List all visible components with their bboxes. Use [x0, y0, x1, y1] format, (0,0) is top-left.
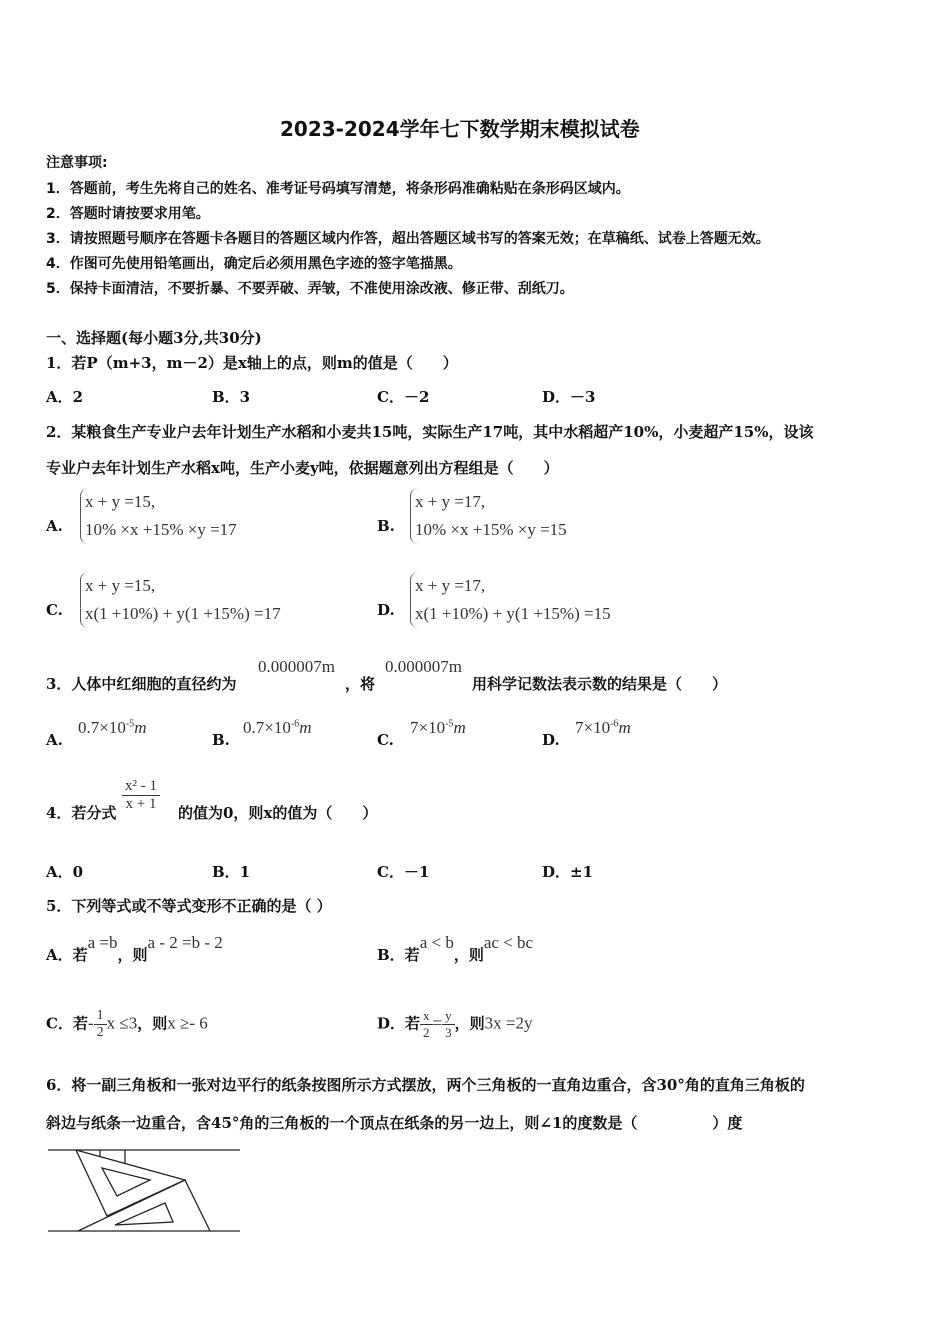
fraction — [420, 1008, 433, 1041]
q2-option-c-label: C. — [46, 601, 63, 619]
result: x ≥- 6 — [167, 1013, 208, 1033]
q6-stem: 斜边与纸条一边重合，含45°角的三角板的一个顶点在纸条的另一边上，则∠1的度数是（ ）度 — [46, 1114, 743, 1132]
q3-value: 0.000007m — [385, 657, 462, 676]
q3-option-b-label: B. — [212, 731, 230, 749]
exponent: -6 — [290, 718, 300, 730]
base: 0.7×10 — [78, 718, 126, 737]
label: A．若 — [46, 946, 88, 964]
q1-option-a: A．2 — [46, 388, 84, 406]
equation: x(1 +10%) + y(1 +15%) =17 — [85, 604, 281, 623]
triangle-45-inner — [115, 1203, 173, 1225]
q2-option-b-label: B. — [377, 517, 395, 535]
unit: m — [299, 718, 312, 737]
section-heading: 一、选择题(每小题3分,共30分) — [46, 329, 262, 347]
q3-option-a — [78, 718, 146, 738]
q1-option-d: D．－3 — [542, 388, 596, 406]
unit: m — [453, 718, 466, 737]
condition: a =b — [87, 933, 118, 952]
equation: x + y =17, — [415, 576, 486, 595]
fraction — [442, 1008, 455, 1041]
exponent: -6 — [610, 718, 619, 730]
equals: = — [432, 1013, 443, 1033]
q3-option-a-label: A. — [46, 731, 63, 749]
numerator: x — [420, 1008, 433, 1025]
q4-option-d: D．±1 — [542, 863, 594, 881]
base: 7×10 — [410, 718, 446, 737]
q6-stem: 6．将一副三角板和一张对边平行的纸条按图所示方式摆放，两个三角板的一直角边重合，含30°角的直角三角板的 — [46, 1076, 805, 1094]
q4-stem: 4．若分式 — [46, 804, 117, 822]
q3-stem: 用科学记数法表示数的结果是（ ） — [472, 675, 728, 693]
equation: x + y =15, — [85, 576, 156, 595]
then: ，则 — [137, 1014, 168, 1033]
q2-stem: 2．某粮食生产专业户去年计划生产水稻和小麦共15吨，实际生产17吨，其中水稻超产10%，小麦超产15%，设该 — [46, 423, 814, 441]
note-item: 3．请按照题号顺序在答题卡各题目的答题区域内作答，超出答题区域书写的答案无效；在草稿纸、试卷上答题无效。 — [46, 231, 770, 247]
result: ac < bc — [483, 933, 534, 952]
note-item: 5．保持卡面清洁，不要折暴、不要弄破、弄皱，不准使用涂改液、修正带、刮纸刀。 — [46, 281, 574, 297]
q2-option-a-label: A. — [46, 517, 63, 535]
base: 0.7×10 — [243, 718, 291, 737]
condition: a < b — [419, 933, 454, 952]
q3-stem: 3．人体中红细胞的直径约为 — [46, 675, 237, 693]
q5-option-c — [46, 1008, 208, 1041]
numerator: 1 — [94, 1008, 107, 1025]
equation: 10% ×x +15% ×y =17 — [85, 520, 237, 539]
q2-option-d-system — [410, 572, 611, 628]
unit: m — [134, 718, 147, 737]
q3-stem: ，将 — [345, 675, 376, 693]
label: D．若 — [377, 1014, 421, 1033]
q1-stem: 1．若P（m+3，m－2）是x轴上的点，则m的值是（ ） — [46, 354, 458, 372]
q2-option-b-system — [410, 488, 567, 544]
q3-option-c-label: C. — [377, 731, 394, 749]
page-title: 2023-2024学年七下数学期末模拟试卷 — [280, 117, 640, 141]
numerator: y — [442, 1008, 455, 1025]
notes-heading: 注意事项: — [46, 155, 108, 171]
q1-option-c: C．－2 — [377, 388, 430, 406]
equation: x(1 +10%) + y(1 +15%) =15 — [415, 604, 611, 623]
note-item: 1．答题前，考生先将自己的姓名、准考证号码填写清楚，将条形码准确粘贴在条形码区域内。 — [46, 181, 630, 197]
equation: x + y =15, — [85, 492, 156, 511]
base: 7×10 — [575, 718, 611, 737]
triangle-ruler-figure — [40, 1140, 250, 1240]
q5-option-b — [377, 933, 534, 965]
unit: m — [618, 718, 631, 737]
denominator: 2 — [96, 1025, 104, 1040]
q3-option-b — [243, 718, 311, 738]
q2-stem: 专业户去年计划生产水稻x吨，生产小麦y吨，依据题意列出方程组是（ ） — [46, 459, 559, 477]
fraction — [94, 1008, 107, 1041]
denominator: 3 — [445, 1025, 452, 1040]
denominator: 2 — [423, 1025, 430, 1040]
q2-option-c-system — [80, 572, 281, 628]
q4-option-a: A．0 — [46, 863, 84, 881]
q3-option-d — [575, 718, 631, 738]
q4-option-b: B．1 — [212, 863, 251, 881]
then: ，则 — [454, 1014, 485, 1033]
triangle-30-inner — [102, 1168, 150, 1196]
denominator: x + 1 — [125, 796, 157, 812]
condition: x ≤3 — [106, 1013, 138, 1033]
q5-option-a — [46, 933, 223, 965]
q3-option-c — [410, 718, 466, 738]
exponent: -5 — [125, 718, 135, 730]
equation: x + y =17, — [415, 492, 486, 511]
result: a - 2 =b - 2 — [147, 933, 223, 952]
q5-stem: 5．下列等式或不等式变形不正确的是（ ） — [46, 897, 332, 915]
q4-fraction — [122, 778, 160, 813]
q3-option-d-label: D. — [542, 731, 560, 749]
result: 3x =2y — [484, 1013, 533, 1033]
q2-option-d-label: D. — [377, 601, 395, 619]
label: B．若 — [377, 946, 420, 964]
numerator: x² - 1 — [122, 778, 160, 796]
q1-option-b: B．3 — [212, 388, 251, 406]
note-item: 4．作图可先使用铅笔画出，确定后必须用黑色字迹的签字笔描黑。 — [46, 256, 462, 272]
note-item: 2．答题时请按要求用笔。 — [46, 206, 210, 222]
q2-option-a-system — [80, 488, 237, 544]
then: ，则 — [117, 946, 148, 964]
exponent: -5 — [445, 718, 454, 730]
q4-option-c: C．－1 — [377, 863, 430, 881]
equation: 10% ×x +15% ×y =15 — [415, 520, 567, 539]
q3-value: 0.000007m — [258, 657, 335, 676]
minus: - — [87, 1013, 94, 1033]
q4-stem: 的值为0，则x的值为（ ） — [178, 804, 378, 822]
q5-option-d — [377, 1008, 532, 1041]
then: ，则 — [453, 946, 484, 964]
label: C．若 — [46, 1014, 88, 1033]
